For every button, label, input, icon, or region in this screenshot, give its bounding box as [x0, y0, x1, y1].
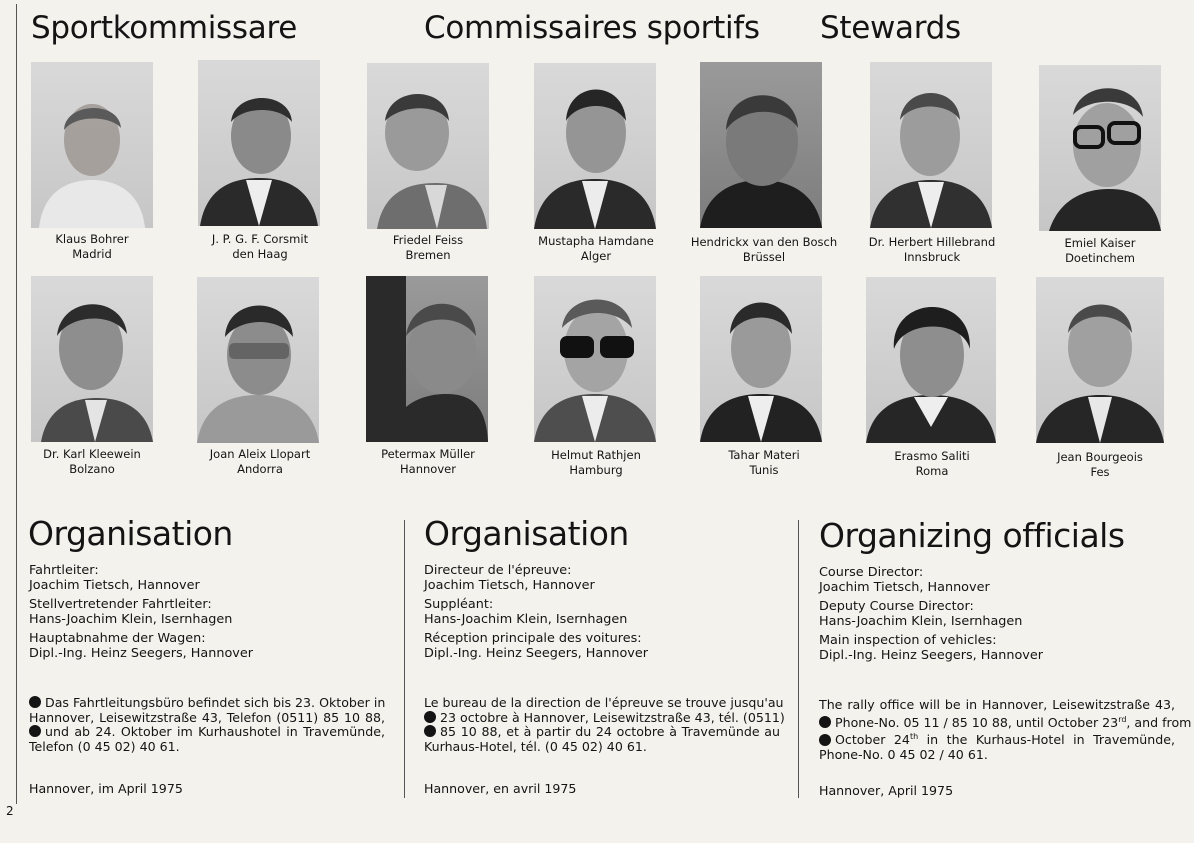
dateline-german: Hannover, im April 1975 — [29, 781, 183, 796]
office-info-french — [424, 695, 785, 754]
portrait-silhouette-icon — [534, 63, 656, 229]
portrait-photo — [367, 63, 489, 229]
steward-caption — [679, 235, 849, 265]
bullet-icon — [819, 734, 831, 746]
role-label: Stellvertretender Fahrtleiter: — [29, 597, 212, 612]
portrait-silhouette-icon — [366, 276, 488, 442]
steward-caption — [343, 447, 513, 477]
steward-city: Andorra — [237, 462, 283, 476]
steward-city: Hannover — [400, 462, 456, 476]
portrait-photo — [31, 62, 153, 228]
steward-name: Erasmo Saliti — [894, 449, 970, 463]
portrait-silhouette-icon — [197, 277, 319, 443]
organisation-title-french: Organisation — [424, 514, 629, 553]
dateline-english: Hannover, April 1975 — [819, 783, 954, 798]
paragraph-line: October 24 — [835, 732, 910, 748]
steward-city: den Haag — [232, 247, 288, 261]
portrait-photo — [866, 277, 996, 443]
steward-city: Madrid — [72, 247, 112, 261]
portrait-photo — [197, 277, 319, 443]
steward-name: Jean Bourgeois — [1057, 450, 1143, 464]
dateline-french: Hannover, en avril 1975 — [424, 781, 577, 796]
steward-city: Doetinchem — [1065, 251, 1135, 265]
role-label: Course Director: — [819, 565, 924, 580]
paragraph-line: , and from — [1126, 714, 1192, 730]
steward-city: Fes — [1090, 465, 1110, 479]
steward-caption — [175, 232, 345, 262]
officials-list-german — [29, 563, 253, 661]
office-info-english — [819, 697, 1192, 763]
paragraph-line: Hannover, Leisewitzstraße 43, Telefon (0511) 85 10 88, — [29, 709, 385, 725]
steward-name: Petermax Müller — [381, 447, 475, 461]
portrait-silhouette-icon — [870, 62, 992, 228]
steward-name: Mustapha Hamdane — [538, 234, 654, 248]
bullet-icon — [424, 711, 436, 723]
steward-city: Alger — [580, 249, 612, 263]
steward-name: Emiel Kaiser — [1064, 236, 1136, 250]
steward-caption — [1015, 450, 1185, 480]
role-person: Hans-Joachim Klein, Isernhagen — [819, 614, 1023, 629]
role-label: Main inspection of vehicles: — [819, 633, 997, 648]
steward-city: Brüssel — [742, 250, 786, 264]
portrait-silhouette-icon — [700, 276, 822, 442]
role-person: Joachim Tietsch, Hannover — [819, 580, 990, 595]
bullet-icon — [424, 725, 436, 737]
paragraph-line: Telefon (0 45 02) 40 61. — [29, 738, 180, 754]
portrait-photo — [870, 62, 992, 228]
role-person: Dipl.-Ing. Heinz Seegers, Hannover — [29, 646, 254, 661]
superscript: rd — [1118, 714, 1127, 724]
portrait-silhouette-icon — [31, 276, 153, 442]
role-label: Directeur de l'épreuve: — [424, 563, 572, 578]
officials-list-english — [819, 565, 1043, 663]
header-french: Commissaires sportifs — [424, 10, 760, 46]
steward-caption — [511, 448, 681, 478]
steward-caption — [847, 449, 1017, 479]
role-label: Suppléant: — [424, 597, 494, 612]
portrait-silhouette-icon — [1036, 277, 1164, 443]
portrait-silhouette-icon — [31, 62, 153, 228]
steward-caption — [511, 234, 681, 264]
steward-caption — [175, 447, 345, 477]
steward-name: J. P. G. F. Corsmit — [211, 232, 309, 246]
portrait-silhouette-icon — [866, 277, 996, 443]
role-person: Dipl.-Ing. Heinz Seegers, Hannover — [819, 648, 1044, 663]
steward-name: Tahar Materi — [728, 448, 800, 462]
role-label: Deputy Course Director: — [819, 599, 974, 614]
portrait-photo — [198, 60, 320, 226]
portrait-photo — [1036, 277, 1164, 443]
steward-caption — [679, 448, 849, 478]
steward-caption — [343, 233, 513, 263]
office-info-german — [29, 696, 385, 754]
left-margin-rule — [16, 4, 17, 804]
paragraph-line: Phone-No. 0 45 02 / 40 61. — [819, 747, 988, 763]
steward-name: Friedel Feiss — [392, 233, 464, 247]
role-label: Réception principale des voitures: — [424, 631, 642, 646]
portrait-silhouette-icon — [198, 60, 320, 226]
header-german: Sportkommissare — [31, 10, 297, 46]
paragraph-line: Das Fahrtleitungsbüro befindet sich bis 23. Oktober in — [45, 695, 386, 710]
steward-name: Klaus Bohrer — [55, 232, 129, 246]
steward-name: Dr. Karl Kleewein — [43, 447, 141, 461]
role-person: Hans-Joachim Klein, Isernhagen — [424, 612, 628, 627]
officials-list-french — [424, 563, 648, 661]
portrait-photo — [31, 276, 153, 442]
bullet-icon — [819, 716, 831, 728]
steward-caption — [1015, 236, 1185, 266]
paragraph-line: Le bureau de la direction de l'épreuve se trouve jusqu'au — [424, 695, 784, 710]
steward-name: Dr. Herbert Hillebrand — [868, 235, 996, 249]
steward-city: Hamburg — [569, 463, 623, 477]
bullet-icon — [29, 696, 41, 708]
role-person: Joachim Tietsch, Hannover — [424, 578, 595, 593]
portrait-photo — [700, 62, 822, 228]
steward-caption — [7, 447, 177, 477]
paragraph-line: 85 10 88, et à partir du 24 octobre à Travemünde au — [440, 724, 780, 740]
organisation-title-german: Organisation — [28, 514, 233, 553]
role-person: Hans-Joachim Klein, Isernhagen — [29, 612, 233, 627]
role-label: Fahrtleiter: — [29, 563, 99, 578]
column-divider — [404, 520, 405, 798]
column-divider — [798, 520, 799, 798]
header-english: Stewards — [820, 10, 961, 46]
steward-city: Tunis — [749, 463, 779, 477]
portrait-silhouette-icon — [367, 63, 489, 229]
steward-caption — [847, 235, 1017, 265]
portrait-photo — [534, 63, 656, 229]
steward-city: Bolzano — [69, 462, 115, 476]
superscript: th — [909, 732, 919, 742]
paragraph-line: Kurhaus-Hotel, tél. (0 45 02) 40 61. — [424, 738, 647, 754]
page-number: 2 — [6, 804, 14, 818]
paragraph-line: Phone-No. 05 11 / 85 10 88, until October 23 — [835, 714, 1119, 730]
steward-name: Joan Aleix Llopart — [209, 447, 311, 461]
paragraph-line: und ab 24. Oktober im Kurhaushotel in Travemünde, — [45, 724, 385, 740]
steward-caption — [7, 232, 177, 262]
portrait-silhouette-icon — [1039, 65, 1161, 231]
organisation-title-english: Organizing officials — [819, 516, 1125, 555]
role-person: Joachim Tietsch, Hannover — [29, 578, 200, 593]
role-person: Dipl.-Ing. Heinz Seegers, Hannover — [424, 646, 649, 661]
steward-name: Helmut Rathjen — [551, 448, 641, 462]
portrait-photo — [534, 276, 656, 442]
role-label: Hauptabnahme der Wagen: — [29, 631, 206, 646]
paragraph-line: The rally office will be in Hannover, Leisewitzstraße 43, — [819, 697, 1175, 712]
steward-city: Roma — [915, 464, 949, 478]
paragraph-line: in the Kurhaus-Hotel in Travemünde, — [918, 732, 1175, 748]
portrait-photo — [366, 276, 488, 442]
bullet-icon — [29, 725, 41, 737]
portrait-silhouette-icon — [700, 62, 822, 228]
steward-name: Hendrickx van den Bosch — [690, 235, 838, 249]
steward-city: Innsbruck — [903, 250, 961, 264]
portrait-photo — [700, 276, 822, 442]
portrait-photo — [1039, 65, 1161, 231]
steward-city: Bremen — [405, 248, 451, 262]
portrait-silhouette-icon — [534, 276, 656, 442]
paragraph-line: 23 octobre à Hannover, Leisewitzstraße 43, tél. (0511) — [440, 709, 785, 725]
